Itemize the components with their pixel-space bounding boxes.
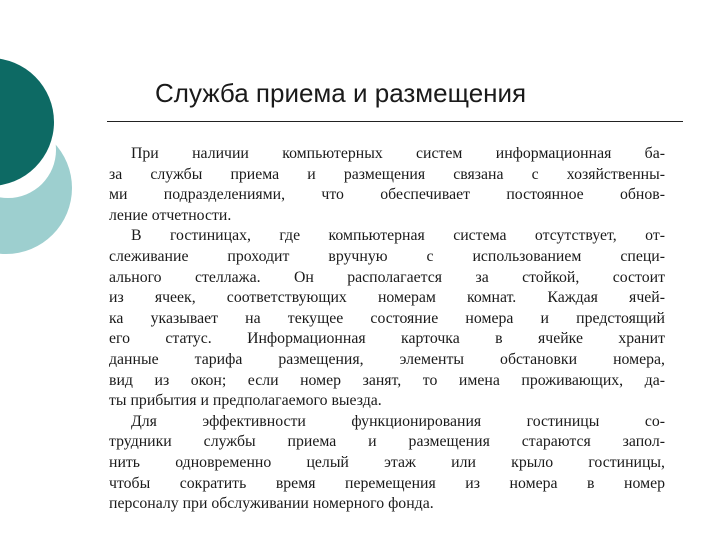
- body-text: [109, 144, 665, 515]
- text-line: В гостиницах, где компьютерная система отсутствует, от-: [131, 227, 665, 245]
- text-line: чтобы сократить время перемещения из номера в номер: [109, 474, 665, 492]
- text-line: ты прибытия и предполагаемого выезда.: [109, 392, 382, 410]
- text-line: ального стеллажа. Он располагается за стойкой, состоит: [109, 268, 665, 286]
- text-line: ка указывает на текущее состояние номера и предстоящий: [109, 309, 665, 327]
- text-line: нить одновременно целый этаж или крыло гостиницы,: [109, 453, 665, 471]
- text-line: из ячеек, соответствующих номерам комнат. Каждая ячей-: [109, 289, 665, 307]
- slide-title: Служба приема и размещения: [155, 78, 527, 108]
- text-line: Для эффективности функционирования гостиницы со-: [131, 412, 665, 430]
- decorative-circles: [0, 0, 120, 300]
- text-line: При наличии компьютерных систем информационная ба-: [131, 145, 665, 162]
- text-line: данные тарифа размещения, элементы обстановки номера,: [109, 350, 665, 368]
- title-divider: [107, 121, 683, 122]
- text-line: ление отчетности.: [109, 206, 232, 224]
- text-line: за службы приема и размещения связана с хозяйственны-: [109, 165, 665, 183]
- text-line: вид из окон; если номер занят, то имена проживающих, да-: [109, 371, 665, 389]
- text-line: трудники службы приема и размещения стараются запол-: [109, 433, 665, 451]
- text-line: ми подразделениями, что обеспечивает постоянное обнов-: [109, 186, 665, 204]
- text-line: персоналу при обслуживании номерного фонда.: [109, 495, 434, 513]
- text-line: его статус. Информационная карточка в ячейке хранит: [109, 330, 665, 348]
- text-line: слеживание проходит вручную с использованием специ-: [109, 247, 665, 265]
